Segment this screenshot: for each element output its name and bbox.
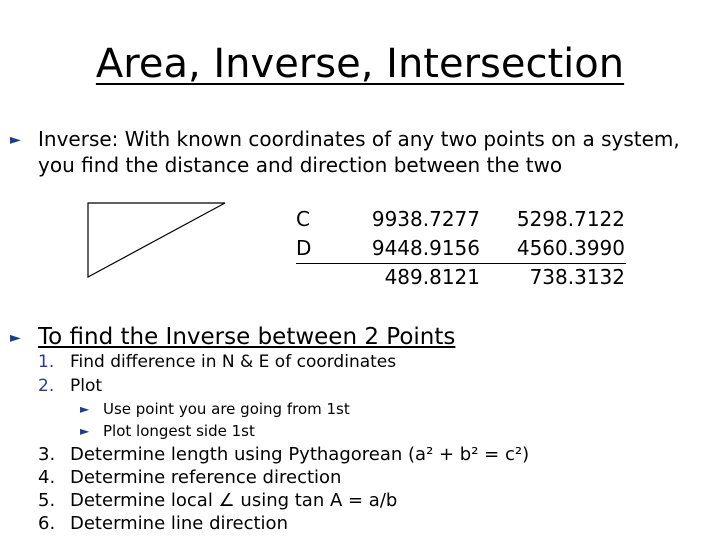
bullet-arrow-icon: ► — [10, 132, 21, 148]
point-c-label: C — [296, 207, 310, 231]
bullet-arrow-icon: ► — [10, 330, 21, 346]
point-c-northing: 9938.7277 — [371, 207, 480, 231]
plot-substep: Use point you are going from 1st — [103, 400, 350, 418]
difference-northing: 489.8121 — [384, 265, 480, 289]
step-number: 3. — [38, 444, 56, 465]
triangle-shape — [88, 203, 225, 277]
step-text: Plot — [70, 376, 103, 396]
subtraction-line — [296, 263, 626, 264]
step-number: 6. — [38, 513, 56, 534]
step-number: 4. — [38, 467, 56, 488]
step-text: Find difference in N & E of coordinates — [70, 352, 397, 372]
triangle-diagram — [85, 200, 230, 280]
sub-bullet-arrow-icon: ► — [80, 424, 90, 438]
slide-title: Area, Inverse, Intersection — [95, 41, 625, 87]
difference-easting: 738.3132 — [529, 265, 625, 289]
step-number: 2. — [38, 376, 55, 396]
point-c-easting: 5298.7122 — [516, 207, 625, 231]
step-number: 1. — [38, 352, 55, 372]
point-d-easting: 4560.3990 — [516, 236, 625, 260]
step-text: Determine reference direction — [70, 467, 342, 488]
step-text: Determine length using Pythagorean (a² + b² = c²) — [70, 444, 530, 465]
inverse-definition: Inverse: With known coordinates of any two points on a system, you find the distance and direction between the two — [38, 127, 680, 177]
point-d-label: D — [296, 236, 312, 260]
step-text: Determine local ∠ using tan A = a/b — [70, 490, 398, 511]
step-number: 5. — [38, 490, 56, 511]
point-d-northing: 9448.9156 — [371, 236, 480, 260]
plot-substep: Plot longest side 1st — [103, 422, 255, 440]
sub-bullet-arrow-icon: ► — [80, 402, 90, 416]
step-text: Determine line direction — [70, 513, 288, 534]
section-heading: To find the Inverse between 2 Points — [38, 324, 456, 350]
